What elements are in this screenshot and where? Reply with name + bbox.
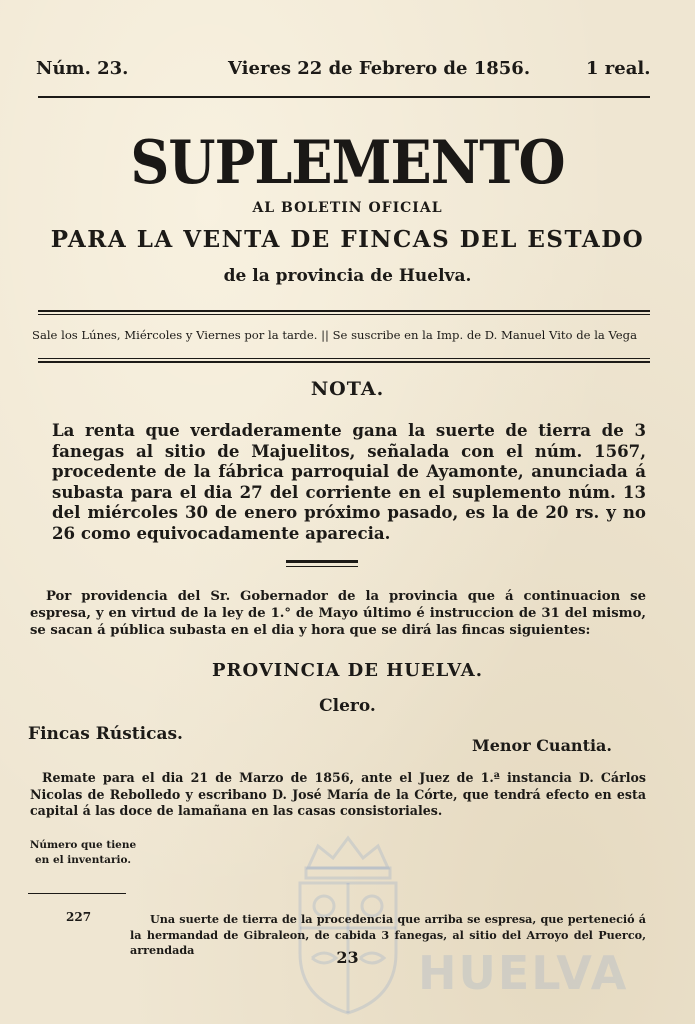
masthead-rule-top-thin (38, 314, 650, 315)
auction-text: Remate para el dia 21 de Marzo de 1856, ante el Juez de 1.ª instancia D. Cárlos Nicolas de Rebolledo y escribano D. José María de la Córte, que tendrá efecto en esta capital á las doce de lamañana en las casas consistoriales. (30, 770, 646, 818)
separator-rule-top (286, 560, 358, 563)
fincas-type: Fincas Rústicas. (28, 724, 183, 744)
inventory-rule (28, 893, 126, 894)
lot-number: 227 (66, 910, 92, 924)
section-category: Clero. (319, 696, 376, 716)
watermark-text: HUELVA (418, 946, 629, 1000)
nota-text: La renta que verdaderamente gana la suerte de tierra de 3 fanegas al sitio de Majuelitos, señalada con el núm. 1567, procedente de la fábrica parroquial de Ayamonte, anunciada á subasta para el dia 27 del corriente en el suplemento núm. 13 del miércoles 30 de enero próximo pasado, es la de 20 rs. y no 26 como equivocadamente aparecia. (52, 420, 646, 543)
issue-date: Vieres 22 de Febrero de 1856. (228, 58, 531, 79)
issue-number: Núm. 23. (36, 58, 129, 79)
announcement-text: Por providencia del Sr. Gobernador de la provincia que á continuacion se espresa, y en virtud de la ley de 1.° de Mayo último é instruccion de 31 del mismo, se sacan á pública subasta en el dia y hora que se dirá las fincas siguientes: (30, 589, 646, 638)
masthead-rule-top (38, 310, 650, 312)
info-rule (38, 361, 650, 363)
masthead-subtitle-main: PARA LA VENTA DE FINCAS DEL ESTADO (50, 226, 645, 253)
nota-heading: NOTA. (310, 378, 385, 400)
publication-info: Sale los Lúnes, Miércoles y Viernes por la tarde. || Se suscribe en la Imp. de D. Manuel Vito de la Vega (32, 328, 638, 342)
page-number: 23 (336, 948, 359, 967)
info-rule-thin (38, 358, 650, 359)
lot-description: Una suerte de tierra de la procedencia que arriba se espresa, que perteneció á la hermandad de Gibraleon, de cabida 3 fanegas, al sitio del Arroyo del Puerco, arrendada (130, 912, 646, 957)
separator-rule-bottom (286, 566, 358, 567)
issue-price: 1 real. (586, 58, 651, 79)
masthead-subtitle-small: AL BOLETIN OFICIAL (252, 200, 443, 216)
masthead-province: de la provincia de Huelva. (223, 266, 472, 286)
header-rule (38, 96, 650, 98)
inventory-number-label: Número que tiene en el inventario. (29, 839, 137, 866)
masthead-title: SUPLEMENTO (130, 128, 565, 198)
amount-class: Menor Cuantia. (472, 736, 612, 755)
section-province: PROVINCIA DE HUELVA. (211, 660, 483, 681)
